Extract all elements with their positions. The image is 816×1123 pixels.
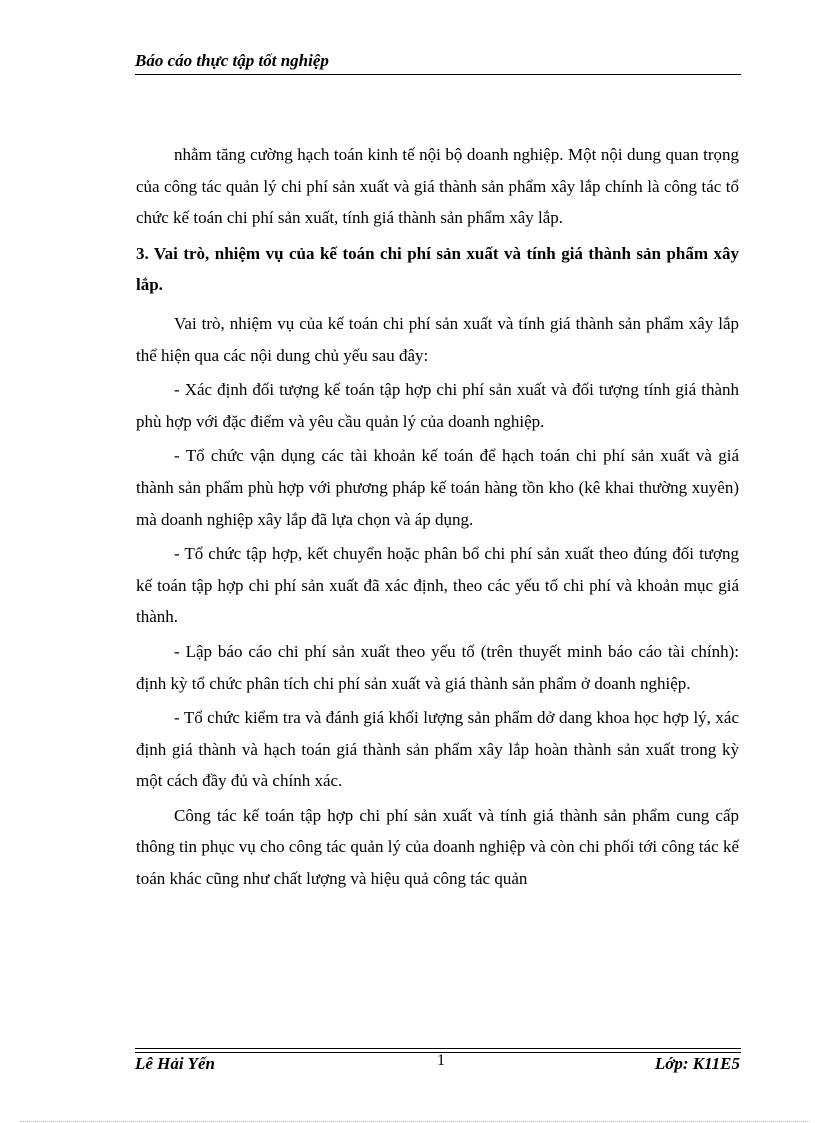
header-title: Báo cáo thực tập tốt nghiệp bbox=[135, 51, 329, 70]
footer-author: Lê Hải Yến bbox=[135, 1054, 215, 1073]
page-edge-divider bbox=[20, 1121, 810, 1122]
paragraph-overview: Vai trò, nhiệm vụ của kế toán chi phí sản xuất và tính giá thành sản phẩm xây lắp thể hiện qua các nội dung chủ yếu sau đây: bbox=[136, 313, 739, 365]
list-item: - Tổ chức vận dụng các tài khoản kế toán để hạch toán chi phí sản xuất và giá thành sản phẩm phù hợp với phương pháp kế toán hàng tồn kho (kê khai thường xuyên) mà doanh nghiệp xây lắp đã lựa chọn và áp dụng. bbox=[136, 446, 739, 529]
list-item: - Tổ chức kiểm tra và đánh giá khối lượng sản phẩm dở dang khoa học hợp lý, xác định giá thành và hạch toán giá thành sản phẩm xây lắp hoàn thành sản xuất trong kỳ một cách đầy đủ và chính xác. bbox=[136, 708, 739, 791]
section-heading: 3. Vai trò, nhiệm vụ của kế toán chi phí sản xuất và tính giá thành sản phẩm xây lắp. bbox=[136, 243, 739, 295]
paragraph-conclusion: Công tác kế toán tập hợp chi phí sản xuất và tính giá thành sản phẩm cung cấp thông tin phục vụ cho công tác quản lý của doanh nghiệp và còn chi phối tới công tác kế toán khác cũng như chất lượng và hiệu quả công tác quản bbox=[136, 805, 739, 889]
page-header bbox=[135, 50, 741, 75]
list-item: - Lập báo cáo chi phí sản xuất theo yếu tố (trên thuyết minh báo cáo tài chính): định kỳ tổ chức phân tích chi phí sản xuất và giá thành sản phẩm ở doanh nghiệp. bbox=[136, 641, 739, 693]
paragraph-intro: nhằm tăng cường hạch toán kinh tế nội bộ doanh nghiệp. Một nội dung quan trọng của công tác quản lý chi phí sản xuất và giá thành sản phẩm xây lắp chính là công tác tổ chức kế toán chi phí sản xuất, tính giá thành sản phẩm xây lắp. bbox=[136, 145, 739, 228]
document-body bbox=[136, 139, 739, 898]
footer-class: Lớp: K11E5 bbox=[654, 1054, 740, 1073]
list-item: - Tổ chức tập hợp, kết chuyển hoặc phân bổ chi phí sản xuất theo đúng đối tượng kế toán tập hợp chi phí sản xuất đã xác định, theo các yếu tố chi phí và khoản mục giá thành. bbox=[136, 544, 739, 627]
page-number: 1 bbox=[437, 1052, 445, 1069]
footer-divider bbox=[135, 1048, 741, 1049]
list-item: - Xác định đối tượng kế toán tập hợp chi phí sản xuất và đối tượng tính giá thành phù hợp với đặc điểm và yêu cầu quản lý của doanh nghiệp. bbox=[136, 380, 739, 431]
